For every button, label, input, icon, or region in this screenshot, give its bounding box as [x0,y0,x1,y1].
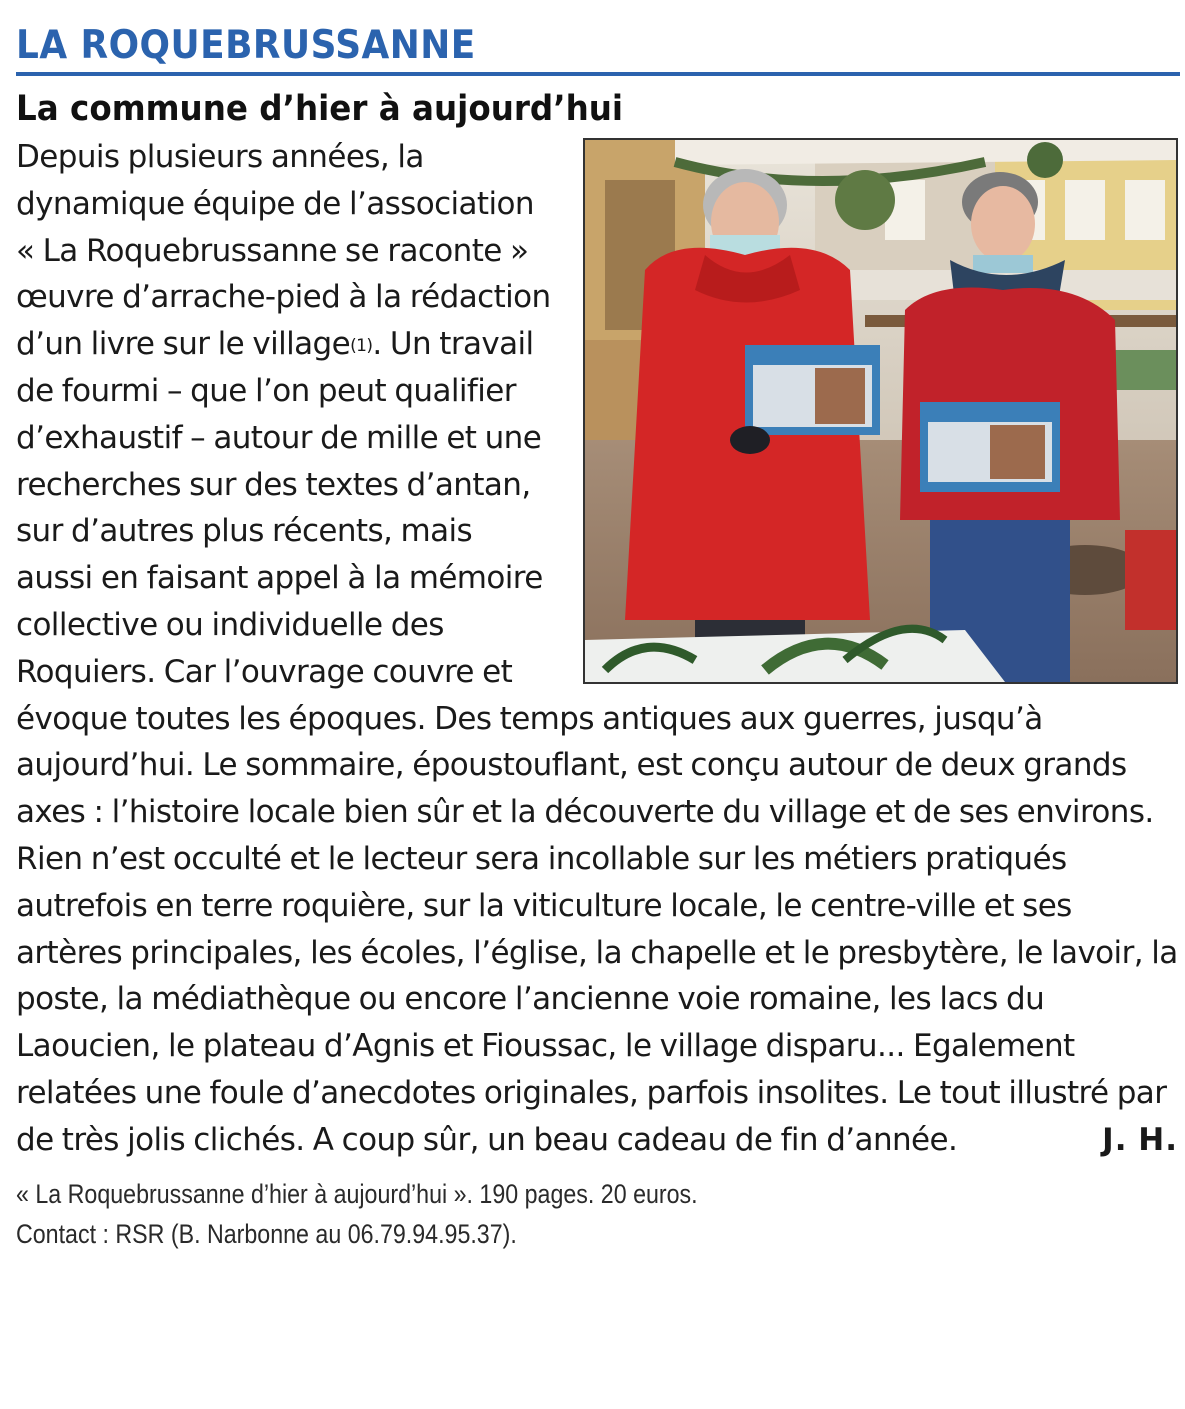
article-photo [583,138,1178,684]
body-text-part1: Depuis plusieurs années, la dynamique équipe de l’association « La Roquebrussanne se raconte » œuvre d’arrache-pied à la rédaction d’un livre sur le village [16,139,551,363]
article-body [16,134,1180,1164]
section-header [16,22,1180,76]
footnotes [16,1174,1017,1254]
book-info-note: « La Roquebrussanne d’hier à aujourd’hui ». 190 pages. 20 euros. [16,1178,698,1209]
body-paragraph [16,134,1180,1164]
photo-two-women-holding-book-icon [585,140,1176,682]
section-title: LA ROQUEBRUSSANNE [16,23,476,68]
contact-note: Contact : RSR (B. Narbonne au 06.79.94.95.37). [16,1218,517,1249]
headline: La commune d’hier à aujourd’hui [16,89,624,129]
author-signature: J. H. [1102,1121,1178,1158]
article [16,22,1180,1254]
body-text-part2: . Un travail de fourmi – que l’on peut qualifier d’exhaustif – autour de mille et une recherches sur des textes d’antan, sur d’autres plus récents, mais aussi en faisant appel à la mémoire collective ou individuelle des Roquiers. Car l’ouvrage couvre et évoque toutes les époques. Des temps antiques aux guerres, jusqu’à aujourd’hui. Le sommaire, époustouflant, est conçu autour de deux grands axes : l’histoire locale bien sûr et la découverte du village et de ses environs. Rien n’est occulté et le lecteur sera incollable sur les métiers pratiqués autrefois en terre roquière, sur la viticulture locale, le centre-ville et ses artères principales, les écoles, l’église, la chapelle et le presbytère, le lavoir, la poste, la médiathèque ou encore l’ancienne voie romaine, les lacs du Laoucien, le plateau d’Agnis et Fioussac, le village disparu... Egalement relatées une foule d’anecdotes originales, parfois insolites. Le tout illustré par de très jolis clichés. A coup sûr, un beau cadeau de fin d’année. [16,326,1178,1158]
footnote-ref: (1) [350,336,373,357]
